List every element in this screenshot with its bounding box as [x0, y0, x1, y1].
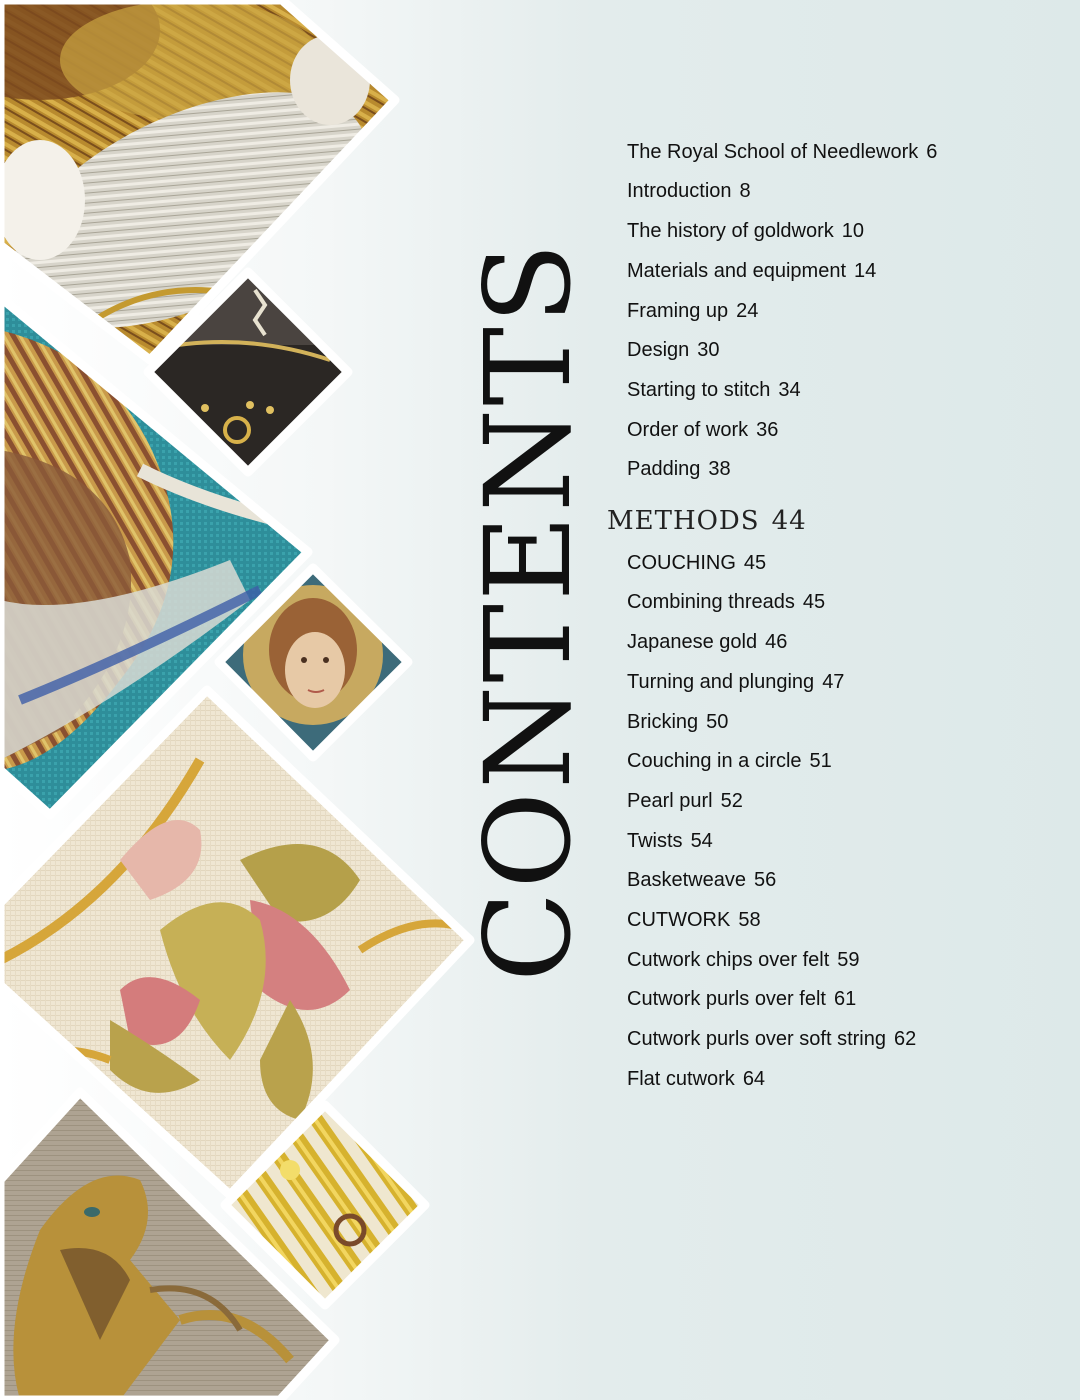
- contents-title: CONTENTS: [459, 240, 597, 983]
- embroidery-photo-collage: [0, 0, 480, 1400]
- toc-entry[interactable]: Twists 54: [627, 830, 713, 852]
- page-number: 38: [708, 458, 731, 480]
- page-number: 61: [833, 988, 857, 1010]
- page-number: 52: [720, 790, 743, 812]
- page-number: 8: [739, 180, 751, 202]
- page-number: 54: [690, 830, 713, 852]
- toc-entry[interactable]: Cutwork chips over felt 59: [627, 949, 860, 971]
- page-number: 59: [837, 949, 860, 971]
- page-number: 47: [822, 671, 845, 693]
- toc-entry[interactable]: Pearl purl 52: [627, 790, 743, 812]
- toc-entry[interactable]: Couching in a circle 51: [627, 750, 832, 772]
- toc-entry[interactable]: Bricking 50: [627, 711, 729, 733]
- page-number: 44: [771, 506, 807, 536]
- page-number: 46: [765, 631, 788, 653]
- toc-entry[interactable]: Basketweave 56: [627, 869, 777, 891]
- page-number: 45: [802, 591, 826, 613]
- toc-entry[interactable]: Cutwork purls over soft string 62: [627, 1028, 917, 1050]
- page-number: 62: [893, 1028, 917, 1050]
- methods-section-heading[interactable]: METHODS 44: [607, 506, 807, 536]
- toc-entry[interactable]: The history of goldwork 10: [627, 220, 865, 242]
- page-number: 58: [738, 909, 761, 931]
- toc-entry[interactable]: CUTWORK 58: [627, 909, 761, 931]
- toc-entry[interactable]: Framing up 24: [627, 300, 759, 322]
- page-number: 56: [753, 869, 777, 891]
- toc-entry[interactable]: Turning and plunging 47: [627, 671, 845, 693]
- toc-entry[interactable]: Japanese gold 46: [627, 631, 788, 653]
- page-number: 6: [926, 141, 938, 163]
- page-number: 64: [742, 1068, 766, 1090]
- toc-entry[interactable]: Padding 38: [627, 458, 731, 480]
- toc-entry[interactable]: Flat cutwork 64: [627, 1068, 766, 1090]
- toc-entry[interactable]: The Royal School of Needlework 6: [627, 141, 938, 163]
- page-number: 24: [736, 300, 759, 322]
- toc-entry[interactable]: Design 30: [627, 339, 720, 361]
- toc-entry[interactable]: Materials and equipment 14: [627, 260, 877, 282]
- toc-entry[interactable]: Cutwork purls over felt 61: [627, 988, 857, 1010]
- toc-entry[interactable]: Order of work 36: [627, 419, 779, 441]
- toc-entry[interactable]: Introduction 8: [627, 180, 751, 202]
- page-number: 50: [706, 711, 729, 733]
- page-number: 14: [854, 260, 877, 282]
- toc-entry[interactable]: Starting to stitch 34: [627, 379, 801, 401]
- toc-entry[interactable]: COUCHING 45: [627, 552, 767, 574]
- page-number: 45: [743, 552, 767, 574]
- page-number: 10: [841, 220, 865, 242]
- page-number: 36: [756, 419, 779, 441]
- page-number: 30: [697, 339, 720, 361]
- page-number: 34: [778, 379, 801, 401]
- toc-entry[interactable]: Combining threads 45: [627, 591, 826, 613]
- page-number: 51: [809, 750, 832, 772]
